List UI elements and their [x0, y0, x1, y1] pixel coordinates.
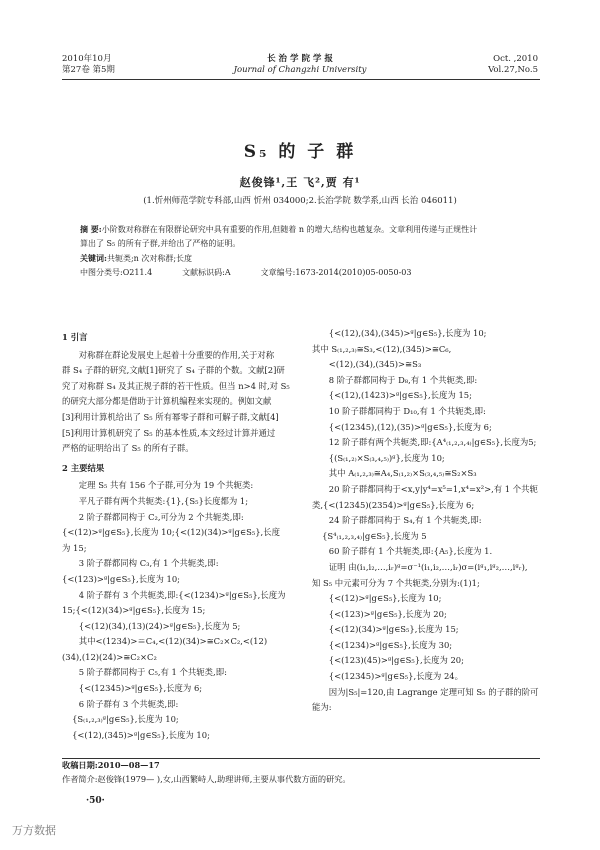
journal-title-cn: 长 治 学 院 学 报 [267, 54, 333, 64]
abstract [80, 222, 535, 280]
body-line: {<(12)(34),(13)(24)>ᵍ|g∈S₅},长度为 5; [78, 620, 241, 631]
body-line: {<(12)>ᵍ|g∈S₅},长度为 10;{<(12)(34)>ᵍ|g∈S₅},长度 [62, 527, 280, 538]
body-line: 定理 S₅ 共有 156 个子群,可分为 19 个共轭类: [78, 480, 254, 491]
clc-number: 中图分类号:O211.4 [80, 268, 153, 277]
body-line: 知 S₅ 中元素可分为 7 个共轭类,分别为:(1)1; [312, 577, 480, 588]
section-heading: 1 引言 [62, 332, 88, 342]
paper-title: S₅ 的 子 群 [243, 142, 357, 162]
body-line: [3]利用计算机给出了 S₅ 所有幂零子群和可解子群,文献[4] [62, 411, 279, 422]
body-line: {S₍₁,₂,₃₎ᵍ|g∈S₅},长度为 10; [72, 714, 179, 725]
header-date-en: Oct. ,2010 [493, 54, 538, 64]
paper-authors: 赵俊锋¹,王 飞²,贾 有¹ [239, 176, 361, 189]
watermark: 万方数据 [12, 824, 56, 837]
body-line: 10 阶子群都同构于 D₁₀,有 1 个共轭类,即: [328, 405, 486, 416]
body-line: 严格的证明给出了 S₅ 的所有子群。 [62, 443, 194, 454]
body-line: 2 阶子群都同构于 C₂,可分为 2 个共轭类,即: [78, 511, 244, 522]
body-line: 60 阶子群有 1 个共轭类,即:{A₅},长度为 1. [328, 546, 493, 557]
body-line: {(S₍₁,₂₎×S₍₃,₄,₅₎)ᵍ},长度为 10; [328, 452, 445, 463]
body-line: {<(12),(1423)>ᵍ|g∈S₅},长度为 15; [328, 390, 472, 401]
body-line: 15;{<(12)(34)>ᵍ|g∈S₅},长度为 15; [62, 605, 206, 616]
body-line: {<(12345)>ᵍ|g∈S₅},长度为 24。 [328, 671, 463, 682]
body-line: 的研究大部分都是借助于计算机编程来实现的。例如文献 [62, 396, 272, 407]
body-line: 24 阶子群都同构于 S₄,有 1 个共轭类,即: [328, 515, 482, 526]
body-line: {<(12)(34)>ᵍ|g∈S₅},长度为 15; [328, 624, 459, 635]
body-line: 其中 S₍₁,₂,₃₎≅S₃,<(12),(345)>≅C₆, [312, 343, 452, 354]
document-code: 文献标识码:A [182, 268, 231, 277]
right-column [312, 326, 544, 716]
body-line: {<(123)>ᵍ|g∈S₅},长度为 20; [328, 608, 447, 619]
body-line: 对称群在群论发展史上起着十分重要的作用,关于对称 [78, 349, 275, 360]
body-line: 为 15; [62, 542, 87, 553]
body-line: 5 阶子群都同构于 C₅,有 1 个共轭类,即: [78, 667, 227, 678]
header-rule [62, 79, 540, 80]
body-line: 究了对称群 S₄ 及其正规子群的若干性质。但当 n>4 时,对 S₅ [62, 380, 290, 391]
left-column [62, 326, 302, 743]
body-line: 6 阶子群有 3 个共轭类,即: [78, 698, 179, 709]
body-line: {S⁴₍₁,₂,₃,₄₎|g∈S₅},长度为 5 [322, 530, 427, 541]
body-line: 因为|S₅|=120,由 Lagrange 定理可知 S₅ 的子群的阶可 [328, 686, 539, 697]
received-date: 收稿日期:2010—08—17 [62, 760, 160, 770]
author-affiliation: (1.忻州师范学院专科部,山西 忻州 034000;2.长治学院 数学系,山西 长治 046011) [143, 196, 457, 206]
body-line: {<(12)>ᵍ|g∈S₅},长度为 10; [328, 593, 442, 604]
author-bio: 作者简介:赵俊锋(1979— ),女,山西繁峙人,助理讲师,主要从事代数方面的研究。 [62, 774, 351, 784]
body-line: 8 阶子群都同构于 D₈,有 1 个共轭类,即: [328, 374, 478, 385]
abstract-line-1: 小阶数对称群在有限群论研究中具有重要的作用,但随着 n 的增大,结构也越复杂。文章利用传递与正规性计 [101, 225, 478, 234]
body-line: 3 阶子群都同构 C₃,有 1 个共轭类,即: [78, 558, 219, 569]
body-line: 群 S₄ 子群的研究,文献[1]研究了 S₄ 子群的个数。文献[2]研 [62, 365, 285, 376]
body-line: [5]利用计算机研究了 S₅ 的基本性质,本文经过计算并通过 [62, 427, 276, 438]
body-line: {<(123)(45)>ᵍ|g∈S₅},长度为 20; [328, 655, 464, 666]
abstract-line-2: 算出了 S₅ 的所有子群,并给出了严格的证明。 [80, 239, 241, 248]
page-number: ·50· [86, 796, 105, 806]
body-line: {<(12),(345)>ᵍ|g∈S₅},长度为 10; [72, 729, 210, 740]
body-line: 平凡子群有两个共轭类:{1},{S₅}长度都为 1; [78, 495, 249, 506]
article-number: 文章编号:1673-2014(2010)05-0050-03 [260, 268, 412, 277]
keywords: 共轭类;n 次对称群;长度 [106, 254, 193, 263]
section-heading: 2 主要结果 [62, 462, 105, 473]
footnotes [62, 758, 542, 786]
body-line: 12 阶子群有两个共轭类,即:{A⁴₍₁,₂,₃,₄₎|g∈S₅},长度为5; [328, 437, 537, 448]
journal-title-en: Journal of Changzhi University [233, 65, 367, 75]
body-line: {<(12345)>ᵍ|g∈S₅},长度为 6; [78, 683, 203, 694]
body-line: {<(12),(34),(345)>ᵍ|g∈S₅},长度为 10; [328, 328, 487, 338]
body-line: 证明 由(i₁,i₂,…,iᵣ)ᵍ=σ⁻¹(i₁,i₂,…,iᵣ)σ=(iᵍ₁,iᵍ₂,…,iᵍᵣ), [328, 561, 528, 572]
body-line: 类,{<(12345)(2354)>ᵍ|g∈S₅},长度为 6; [312, 499, 475, 510]
header-date: 2010年10月 [62, 54, 112, 64]
body-line: 20 阶子群都同构于<x,y|y⁴=x⁵=1,x⁴=x²>,有 1 个共轭 [328, 483, 538, 494]
abstract-label: 摘 要: [80, 224, 102, 234]
body-line: 4 阶子群有 3 个共轭类,即:{<(1234)>ᵍ|g∈S₅},长度为 [78, 589, 286, 600]
body-line: {<(1234)>ᵍ|g∈S₅},长度为 30; [328, 639, 453, 650]
body-line: {<(12345),(12),(35)>ᵍ|g∈S₅},长度为 6; [328, 421, 492, 432]
header-right [488, 54, 538, 76]
header-issue: 第27卷 第5期 [62, 65, 115, 75]
body-line: <(12),(34),(345)>≅S₃ [328, 359, 422, 370]
body-line: {<(123)>ᵍ|g∈S₅},长度为 10; [62, 573, 180, 584]
body-line: 其中 A₍₁,₂,₃₎≅A₄,S₍₁,₂₎×S₍₃,₄,₅₎≅S₂×S₃ [328, 468, 477, 479]
keywords-label: 关键词: [80, 253, 107, 263]
body-line: 其中<(1234)>≅C₄,<(12)(34)>≅C₂×C₂,<(12) [78, 636, 268, 647]
body-line: 能为: [312, 702, 332, 713]
header-volume: Vol.27,No.5 [488, 65, 538, 75]
body-line: (34),(12)(24)>≅C₂×C₂ [62, 651, 157, 662]
